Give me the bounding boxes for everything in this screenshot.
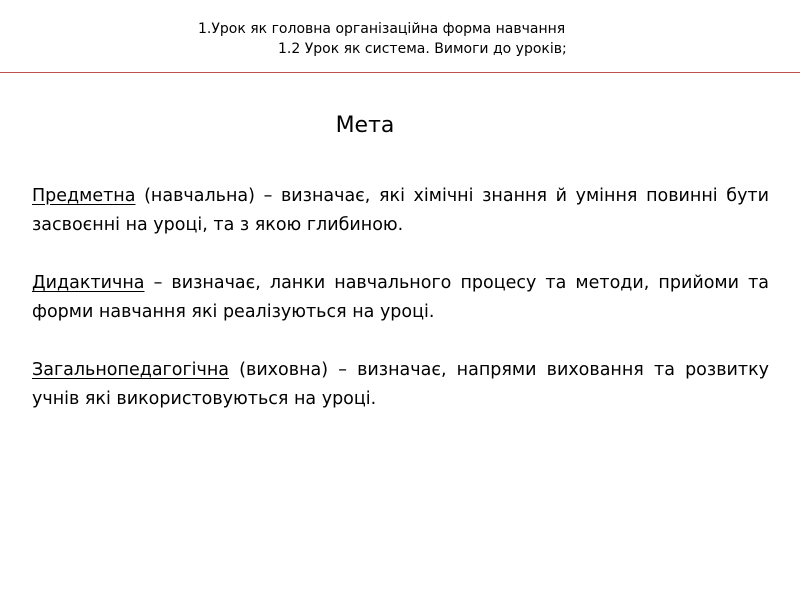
header-subtitle: 1.2 Урок як система. Вимоги до уроків; bbox=[278, 41, 567, 57]
slide-title: Мета bbox=[335, 113, 395, 138]
term-didactic: Дидактична bbox=[32, 273, 145, 293]
paragraph-pedagogical-goal bbox=[32, 356, 769, 414]
term-subject: Предметна bbox=[32, 186, 136, 206]
slide-header bbox=[0, 0, 800, 74]
paragraph-text: – визначає, ланки навчального процесу та методи, прийоми та форми навчання які реалізуються на уроці. bbox=[32, 273, 769, 322]
header-divider bbox=[0, 72, 800, 73]
paragraph-text: (виховна) – визначає, напрями виховання та розвитку учнів які використовуються на уроці. bbox=[32, 360, 769, 409]
paragraph-subject-goal bbox=[32, 182, 769, 240]
paragraph-text: (навчальна) – визначає, які хімічні знання й уміння повинні бути засвоєнні на уроці, та з якою глибиною. bbox=[32, 186, 769, 235]
paragraph-didactic-goal bbox=[32, 269, 769, 327]
term-pedagogical: Загальнопедагогічна bbox=[32, 360, 230, 380]
slide-content bbox=[32, 182, 769, 443]
header-title: 1.Урок як головна організаційна форма навчання bbox=[198, 21, 566, 37]
